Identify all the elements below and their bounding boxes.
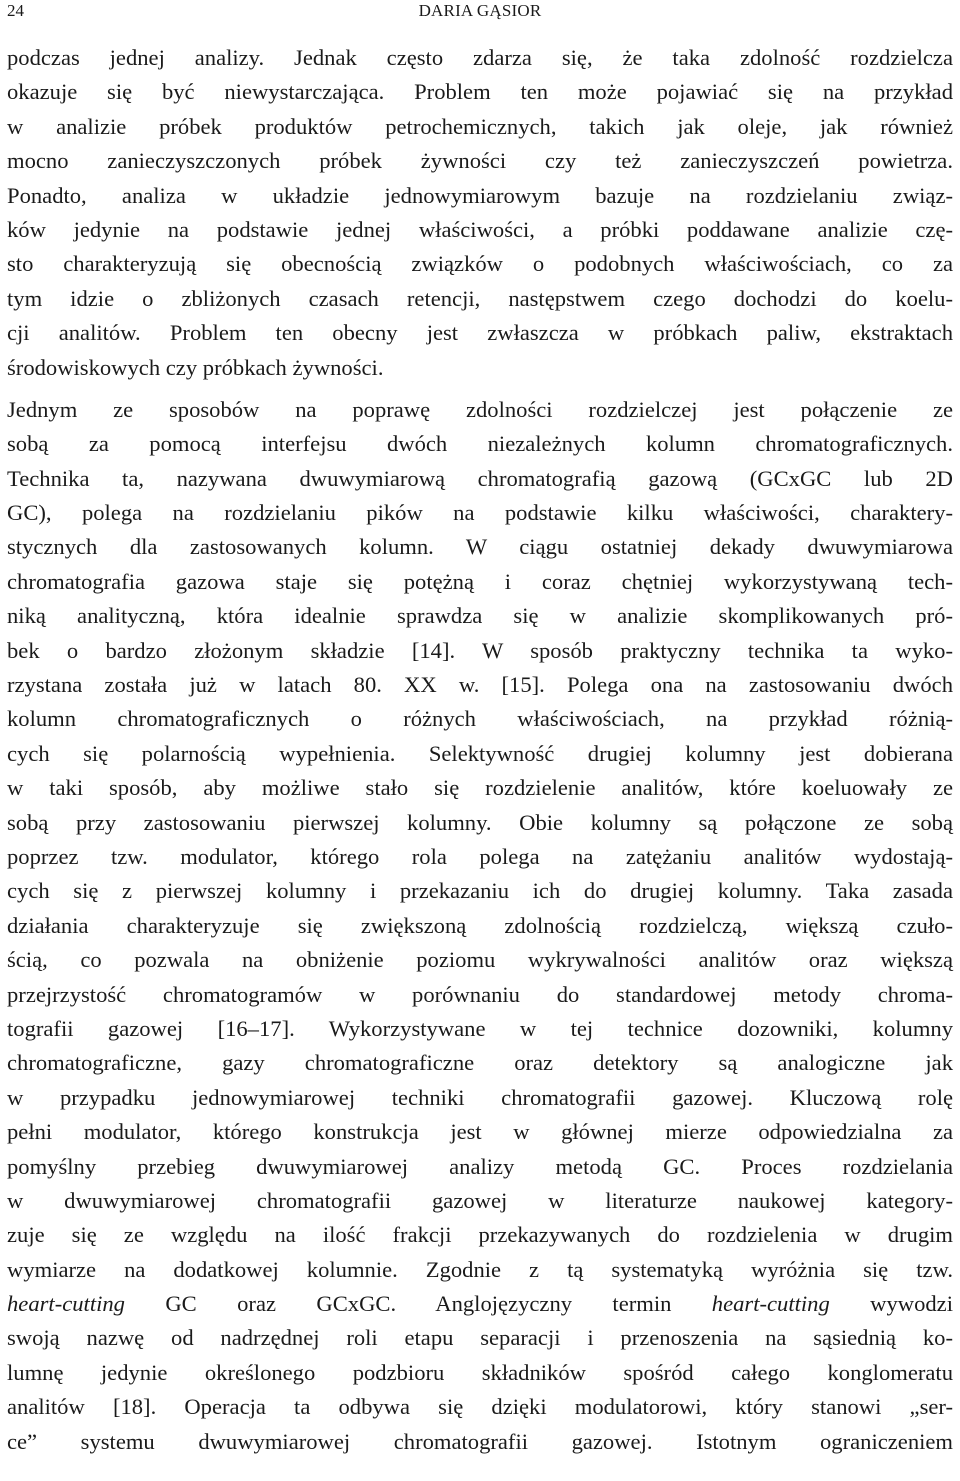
text-line-with-italic-terms — [7, 1287, 953, 1321]
text-line: w przypadku jednowymiarowej techniki chromatografii gazowej. Kluczową rolę — [7, 1084, 953, 1110]
text-line: cji analitów. Problem ten obecny jest zwłaszcza w próbkach paliw, ekstraktach — [7, 320, 953, 346]
text-line: kolumn chromatograficznych o różnych właściwościach, na przykład różnią- — [7, 706, 953, 732]
text-line: Technika ta, nazywana dwuwymiarową chromatografią gazową (GCxGC lub 2D — [7, 465, 953, 491]
text-line: cych się polarnością wypełnienia. Selektywność drugiej kolumny jest dobierana — [7, 740, 953, 766]
text-line: Ponadto, analiza w układzie jednowymiarowym bazuje na rozdzielaniu związ- — [7, 182, 953, 208]
text-line: ce” systemu dwuwymiarowej chromatografii gazowej. Istotnym ograniczeniem — [7, 1428, 953, 1454]
text-line: sobą za pomocą interfejsu dwóch niezależnych kolumn chromatograficznych. — [7, 431, 953, 457]
text-line: działania charakteryzuje się zwiększoną zdolnością rozdzielczą, większą czuło- — [7, 912, 953, 938]
paragraph-2 — [7, 393, 953, 1459]
text-line: poprzez tzw. modulator, którego rola polega na zatężaniu analitów wydostają- — [7, 843, 953, 869]
text-line: niką analityczną, która idealnie sprawdza się w analizie skomplikowanych pró- — [7, 603, 953, 629]
paragraph-1 — [7, 41, 953, 385]
running-head — [0, 0, 960, 30]
text-line: pomyślny przebieg dwuwymiarowej analizy metodą GC. Proces rozdzielania — [7, 1153, 953, 1179]
text-line: podczas jednej analizy. Jednak często zdarza się, że taka zdolność rozdzielcza — [7, 45, 953, 70]
text-line: środowiskowych czy próbkach żywności. — [7, 354, 384, 380]
text-line: okazuje się być niewystarczająca. Problem ten może pojawiać się na przykład — [7, 79, 953, 105]
text-line: sobą przy zastosowaniu pierwszej kolumny. Obie kolumny są połączone ze sobą — [7, 809, 953, 835]
text-line: ków jedynie na podstawie jednej właściwości, a próbki poddawane analizie czę- — [7, 216, 953, 242]
text-line: GC), polega na rozdzielaniu pików na podstawie kilku właściwości, charaktery- — [7, 500, 953, 526]
text-line: lumnę jedynie określonego podzbioru składników spośród całego konglomeratu — [7, 1359, 953, 1385]
text-line: rzystana została już w latach 80. XX w. [15]. Polega ona na zastosowaniu dwóch — [7, 672, 953, 698]
text-line: w dwuwymiarowej chromatografii gazowej w literaturze naukowej kategory- — [7, 1187, 953, 1213]
text-line: w analizie próbek produktów petrochemicznych, takich jak oleje, jak również — [7, 113, 953, 139]
text-line: chromatografia gazowa staje się potężną i coraz chętniej wykorzystywaną tech- — [7, 568, 953, 594]
italic-term: heart-cutting — [7, 1291, 125, 1317]
text-line: tym idzie o zbliżonych czasach retencji, następstwem czego dochodzi do koelu- — [7, 285, 953, 311]
text-line: chromatograficzne, gazy chromatograficzne oraz detektory są analogiczne jak — [7, 1050, 953, 1076]
text-segment: GC oraz GCxGC. Anglojęzyczny termin — [124, 1291, 712, 1317]
text-line: w taki sposób, aby możliwe stało się rozdzielenie analitów, które koeluowały ze — [7, 775, 953, 801]
body-text — [7, 41, 953, 1459]
text-line: analitów [18]. Operacja ta odbywa się dzięki modulatorowi, który stanowi „ser- — [7, 1394, 953, 1420]
running-head-author: DARIA GĄSIOR — [418, 1, 542, 20]
text-line: stycznych dla zastosowanych kolumn. W ciągu ostatniej dekady dwuwymiarowa — [7, 534, 953, 560]
text-line: ścią, co pozwala na obniżenie poziomu wykrywalności analitów oraz większą — [7, 947, 953, 973]
text-line: przejrzystość chromatogramów w porównaniu do standardowej metody chroma- — [7, 981, 953, 1007]
text-line: sto charakteryzują się obecnością związków o podobnych właściwościach, co za — [7, 251, 953, 277]
text-line: swoją nazwę od nadrzędnej roli etapu separacji i przenoszenia na sąsiednią ko- — [7, 1325, 953, 1351]
text-line: bek o bardzo złożonym składzie [14]. W sposób praktyczny technika ta wyko- — [7, 637, 953, 663]
text-line: wymiarze na dodatkowej kolumnie. Zgodnie z tą systematyką wyróżnia się tzw. — [7, 1256, 953, 1282]
page-number: 24 — [7, 1, 24, 20]
text-line: tografii gazowej [16–17]. Wykorzystywane w tej technice dozowniki, kolumny — [7, 1015, 953, 1041]
italic-term: heart-cutting — [711, 1291, 830, 1317]
text-segment: wywodzi — [829, 1291, 953, 1317]
text-line: Jednym ze sposobów na poprawę zdolności rozdzielczej jest połączenie ze — [7, 396, 953, 422]
text-line: cych się z pierwszej kolumny i przekazaniu ich do drugiej kolumny. Taka zasada — [7, 878, 953, 904]
text-line: zuje się ze względu na ilość frakcji przekazywanych do rozdzielenia w drugim — [7, 1222, 953, 1248]
text-line: pełni modulator, którego konstrukcja jest w głównej mierze odpowiedzialna za — [7, 1119, 953, 1145]
text-line: mocno zanieczyszczonych próbek żywności czy też zanieczyszczeń powietrza. — [7, 148, 953, 174]
